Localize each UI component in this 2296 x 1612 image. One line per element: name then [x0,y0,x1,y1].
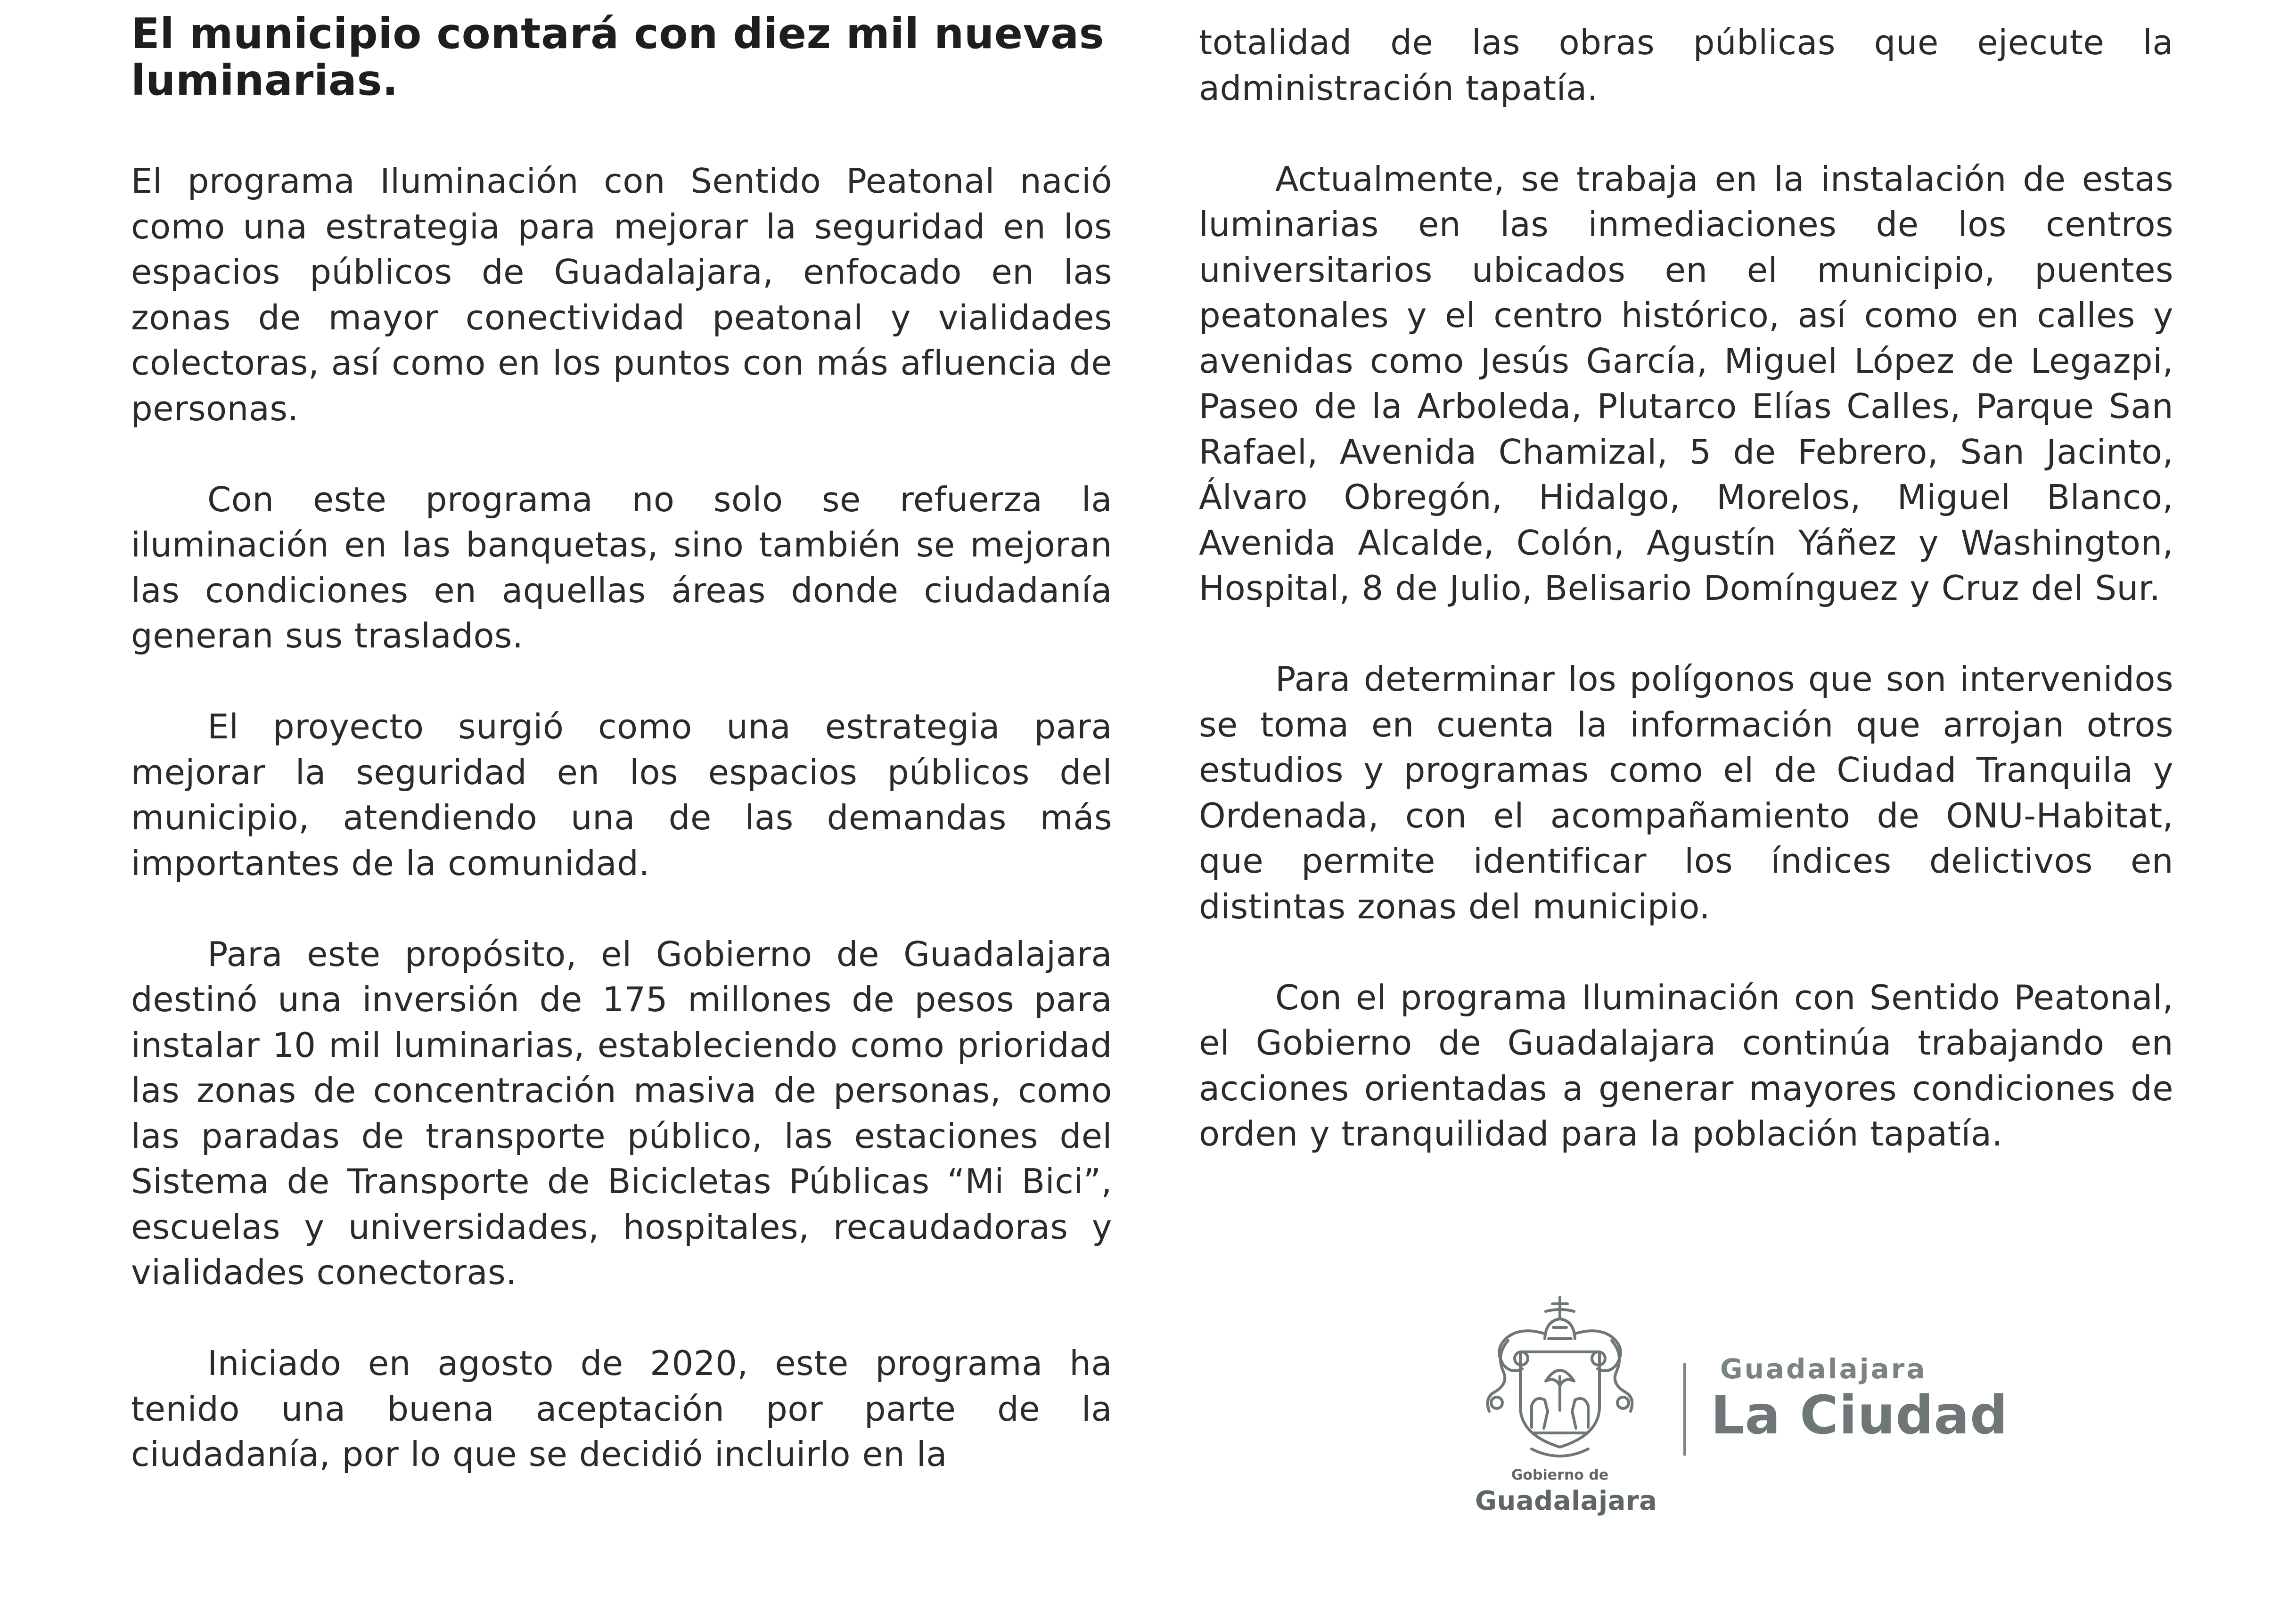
crest-caption-big: Guadalajara [1475,1486,1657,1516]
paragraph: Para determinar los polígonos que son intervenidos se toma en cuenta la información que arrojan otros estudios y programas como el de Ciudad Tranquila y Ordenada, con el acompañamiento de ONU-Habitat, que permite identificar los índices delictivos en distintas zonas del municipio. [1199,659,2173,926]
guadalajara-logo [1475,1293,2012,1520]
logo-divider [1683,1363,1686,1456]
article-right-column [1199,0,2173,1157]
paragraph: Iniciado en agosto de 2020, este programa ha tenido una buena aceptación por parte de la ciudadanía, por lo que se decidió incluirlo en la [131,1343,1112,1474]
headline-line-2: luminarias. [131,56,399,105]
paragraph: El programa Iluminación con Sentido Peatonal nació como una estrategia para mejorar la seguridad en los espacios públicos de Guadalajara, enfocado en las zonas de mayor conectividad peatonal y vialidades colectoras, así como en los puntos con más afluencia de personas. [131,161,1112,428]
paragraph-continuation: totalidad de las obras públicas que ejecute la administración tapatía. [1199,23,2173,108]
headline-line-1: El municipio contará con diez mil nuevas [131,9,1105,58]
paragraph: Actualmente, se trabaja en la instalación de estas luminarias en las inmediaciones de los centros universitarios ubicados en el municipio, puentes peatonales y el centro histórico, así como en calles y avenidas como Jesús García, Miguel López de Legazpi, Paseo de la Arboleda, Plutarco Elías Calles, Parque San Rafael, Avenida Chamizal, 5 de Febrero, San Jacinto, Álvaro Obregón, Hidalgo, Morelos, Miguel Blanco, Avenida Alcalde, Colón, Agustín Yáñez y Washington, Hospital, 8 de Julio, Belisario Domínguez y Cruz del Sur. [1199,159,2173,608]
paragraph: Con este programa no solo se refuerza la iluminación en las banquetas, sino también se mejoran las condiciones en aquellas áreas donde ciudadanía generan sus traslados. [131,479,1112,655]
guadalajara-coat-of-arms-icon [1475,1293,1645,1477]
paragraph: Para este propósito, el Gobierno de Guadalajara destinó una inversión de 175 millones de pesos para instalar 10 mil luminarias, estableciendo como prioridad las zonas de concentración masiva de personas, como las paradas de transporte público, las estaciones del Sistema de Transporte de Bicicletas Públicas “Mi Bici”, escuelas y universidades, hospitales, recaudadoras y vialidades conectoras. [131,934,1112,1292]
article-headline [131,10,1112,104]
paragraph: El proyecto surgió como una estrategia para mejorar la seguridad en los espacios públicos del municipio, atendiendo una de las demandas más importantes de la comunidad. [131,707,1112,883]
article-left-column [131,0,1112,1477]
paragraph: Con el programa Iluminación con Sentido Peatonal, el Gobierno de Guadalajara continúa trabajando en acciones orientadas a generar mayores condiciones de orden y tranquilidad para la población tapatía. [1199,977,2173,1154]
crest-caption-small: Gobierno de [1511,1467,1609,1483]
brand-name-small: Guadalajara [1720,1353,1927,1385]
brand-name-big: La Ciudad [1711,1385,2009,1446]
